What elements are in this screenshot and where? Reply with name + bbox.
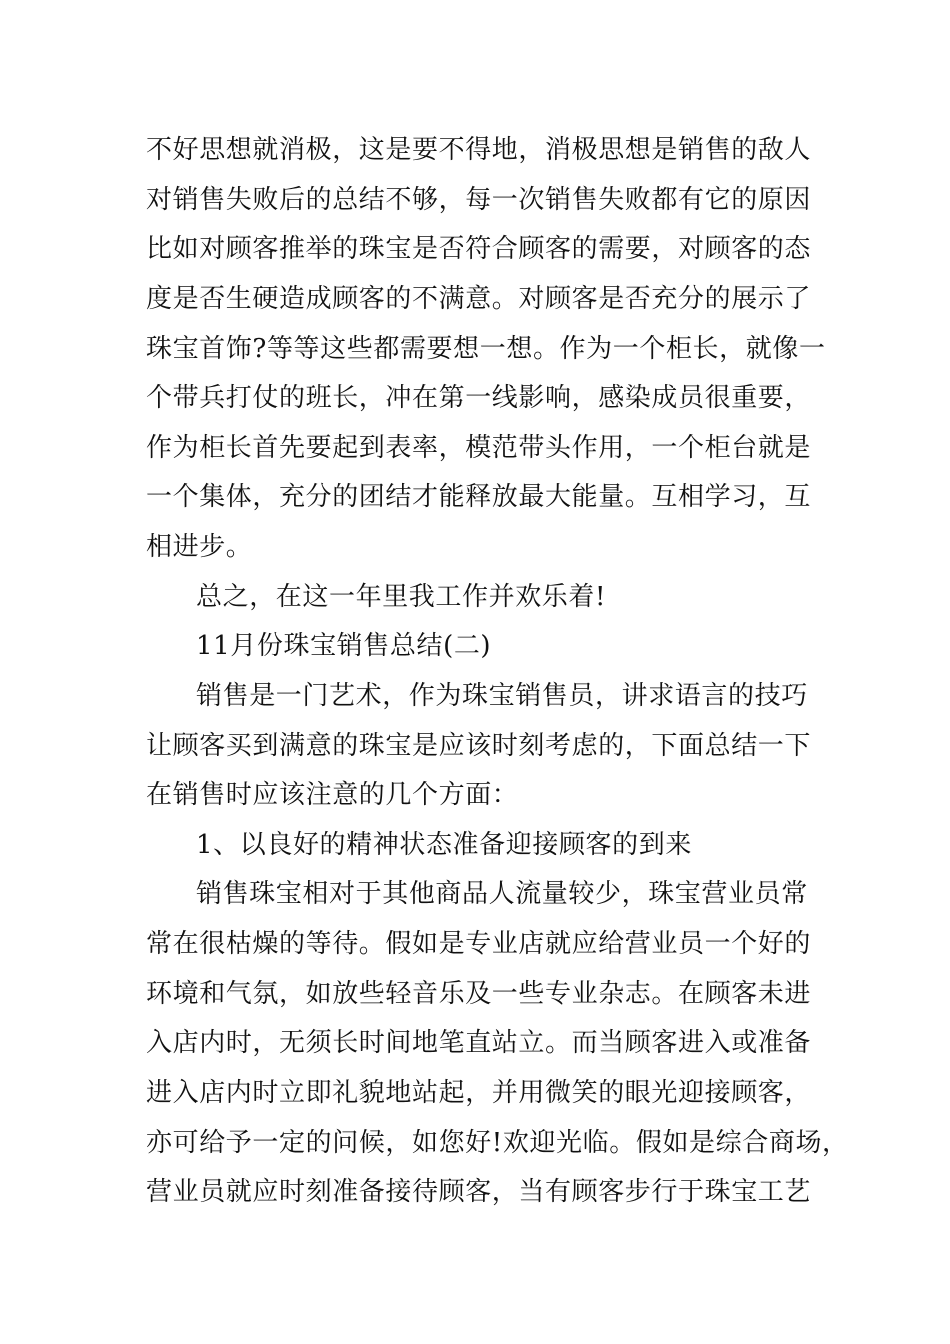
text-line: 个带兵打仗的班长，冲在第一线影响，感染成员很重要， bbox=[146, 383, 812, 413]
text-line: 亦可给予一定的问候，如您好!欢迎光临。假如是综合商场， bbox=[146, 1128, 849, 1158]
text-line: 进入店内时立即礼貌地站起，并用微笑的眼光迎接顾客， bbox=[146, 1078, 812, 1108]
text-line: 入店内时，无须长时间地笔直站立。而当顾客进入或准备 bbox=[146, 1028, 812, 1058]
text-line: 常在很枯燥的等待。假如是专业店就应给营业员一个好的 bbox=[146, 929, 812, 959]
text-line: 让顾客买到满意的珠宝是应该时刻考虑的，下面总结一下 bbox=[146, 731, 812, 761]
text-line: 在销售时应该注意的几个方面： bbox=[146, 780, 519, 810]
text-line: 环境和气氛，如放些轻音乐及一些专业杂志。在顾客未进 bbox=[146, 979, 812, 1009]
text-line: 度是否生硬造成顾客的不满意。对顾客是否充分的展示了 bbox=[146, 284, 812, 314]
text-line: 对销售失败后的总结不够，每一次销售失败都有它的原因 bbox=[146, 185, 812, 215]
list-item-heading: 1、以良好的精神状态准备迎接顾客的到来 bbox=[196, 830, 692, 860]
text-line: 珠宝首饰?等等这些都需要想一想。作为一个柜长，就像一 bbox=[146, 334, 826, 364]
text-line: 相进步。 bbox=[146, 532, 253, 562]
text-line: 总之，在这一年里我工作并欢乐着! bbox=[196, 582, 607, 612]
section-heading: 11月份珠宝销售总结(二) bbox=[196, 631, 492, 661]
text-line: 作为柜长首先要起到表率，模范带头作用，一个柜台就是 bbox=[146, 433, 812, 463]
text-line: 比如对顾客推举的珠宝是否符合顾客的需要，对顾客的态 bbox=[146, 234, 812, 264]
text-line: 不好思想就消极，这是要不得地，消极思想是销售的敌人 bbox=[146, 135, 812, 165]
text-line: 销售是一门艺术，作为珠宝销售员，讲求语言的技巧 bbox=[196, 681, 808, 711]
text-line: 一个集体，充分的团结才能释放最大能量。互相学习，互 bbox=[146, 482, 812, 512]
text-line: 销售珠宝相对于其他商品人流量较少，珠宝营业员常 bbox=[196, 879, 808, 909]
text-line: 营业员就应时刻准备接待顾客，当有顾客步行于珠宝工艺 bbox=[146, 1177, 812, 1207]
